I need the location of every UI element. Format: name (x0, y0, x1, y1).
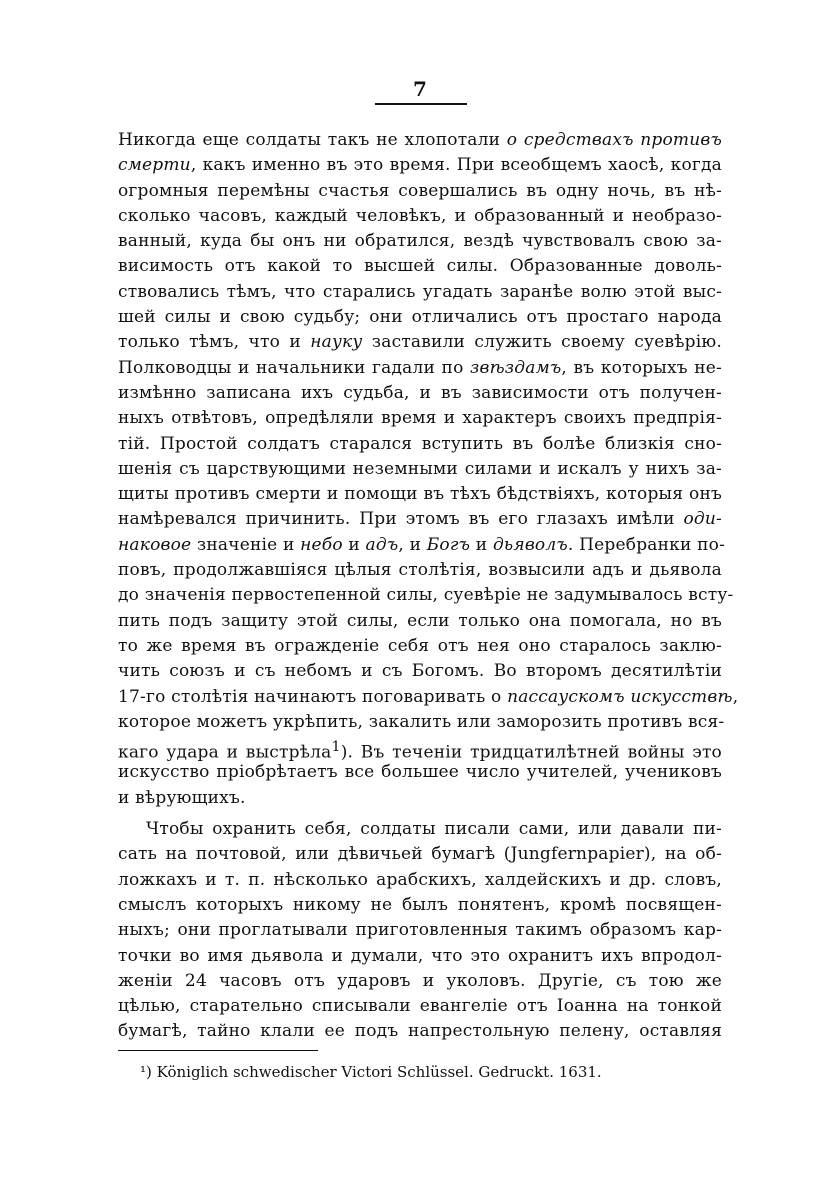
header-rule (375, 103, 467, 105)
text-line: ныхъ отвѣтовъ, опредѣляли время и характеръ своихъ предпрія- (118, 408, 722, 429)
text-line: только тѣмъ, что и науку заставили служить своему суевѣрію. (118, 332, 723, 353)
text-line: и вѣрующихъ. (118, 787, 246, 808)
text-line: щиты противъ смерти и помощи въ тѣхъ бѣдствіяхъ, которыя онъ (118, 484, 722, 505)
text-line: пить подъ защиту этой силы, если только она помогала, но въ (118, 610, 722, 631)
text-line: тій. Простой солдатъ старался вступить въ болѣе близкія сно- (118, 433, 722, 454)
text-line: Никогда еще солдаты такъ не хлопотали о средствахъ противъ (118, 130, 723, 150)
text-line: искусство пріобрѣтаетъ все большее число учителей, учениковъ (118, 762, 722, 783)
text-line: измѣнно записана ихъ судьба, и въ зависимости отъ получен- (118, 382, 722, 403)
text-line: женіи 24 часовъ отъ ударовъ и уколовъ. Другіе, съ тою же (118, 970, 722, 991)
text-line: ложкахъ и т. п. нѣсколько арабскихъ, халдейскихъ и др. словъ, (118, 869, 722, 890)
text-line: сать на почтовой, или дѣвичьей бумагѣ (Jungfernpapier), на об- (118, 844, 722, 865)
text-line: Чтобы охранить себя, солдаты писали сами, или давали пи- (146, 819, 722, 840)
text-line: каго удара и выстрѣла$^1$). Въ теченіи тридцатилѣтней войны это (118, 739, 722, 763)
text-line: повъ, продолжавшіяся цѣлыя столѣтія, возвысили адъ и дьявола (118, 560, 722, 581)
page-number: 7 (413, 77, 427, 101)
footnote-reference: 1 (331, 739, 341, 756)
text-line: намѣревался причинить. При этомъ въ его глазахъ имѣли оди- (118, 509, 722, 530)
footnote-text: Königlich schwedischer Victori Schlüssel. Gedruckt. 1631. (156, 1063, 602, 1081)
text-line: которое можетъ укрѣпить, закалить или заморозить противъ вся- (118, 711, 725, 732)
text-line: сколько часовъ, каждый человѣкъ, и образованный и необразо- (118, 205, 722, 226)
text-line: точки во имя дьявола и думали, что это охранитъ ихъ впродол- (118, 945, 722, 966)
text-line: шей силы и свою судьбу; они отличались отъ простаго народа (118, 307, 722, 328)
text-line: шенія съ царствующими неземными силами и искалъ у нихъ за- (118, 458, 722, 479)
text-line: Полководцы и начальники гадали по звѣздамъ, въ которыхъ не- (118, 357, 722, 378)
text-line: бумагѣ, тайно клали ее подъ напрестольную пелену, оставляя (118, 1021, 722, 1042)
footnote (140, 1062, 602, 1082)
text-line: ствовались тѣмъ, что старались угадать заранѣе волю этой выс- (118, 281, 722, 302)
text-line: ныхъ; они проглатывали приготовленныя такимъ образомъ кар- (118, 920, 722, 941)
text-line: чить союзъ и съ небомъ и съ Богомъ. Во второмъ десятилѣтіи (118, 661, 722, 682)
text-line: смыслъ которыхъ никому не былъ понятенъ, кромѣ посвящен- (118, 894, 722, 915)
text-line: висимость отъ какой то высшей силы. Образованные доволь- (118, 256, 722, 277)
text-line: до значенія первостепенной силы, суевѣріе не задумывалось всту- (118, 585, 734, 606)
footnote-marker: ¹) (140, 1063, 152, 1081)
body-text (118, 128, 739, 1045)
text-line: цѣлью, старательно списывали евангеліе отъ Іоанна на тонкой (118, 996, 722, 1017)
footnote-rule (118, 1050, 318, 1051)
text-line: огромныя перемѣны счастья совершались въ одну ночь, въ нѣ- (118, 180, 722, 201)
text-line: смерти, какъ именно въ это время. При всеобщемъ хаосѣ, когда (118, 155, 722, 176)
text-line: ванный, куда бы онъ ни обратился, вездѣ чувствовалъ свою за- (118, 231, 722, 252)
text-line: наковое значеніе и небо и адъ, и Богъ и дьяволъ. Перебранки по- (118, 534, 726, 555)
text-line: 17-го столѣтія начинаютъ поговаривать о пассаускомъ искусствѣ, (118, 686, 739, 707)
text-line: то же время въ огражденіе себя отъ нея оно старалось заклю- (118, 635, 722, 656)
